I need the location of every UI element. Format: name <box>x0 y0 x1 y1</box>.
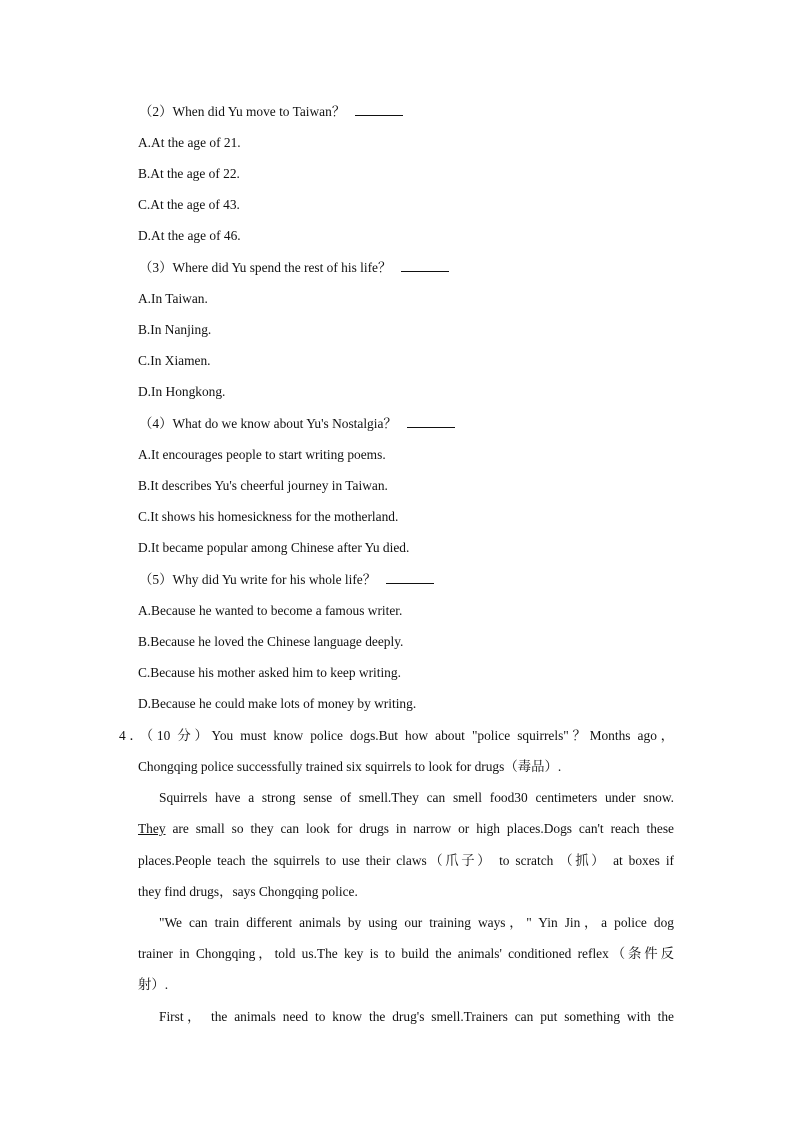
answer-blank <box>386 572 434 584</box>
answer-blank <box>355 104 403 116</box>
option-3a: A.In Taiwan. <box>138 291 208 306</box>
answer-blank <box>407 416 455 428</box>
passage-4-intro-line-2: Chongqing police successfully trained six squirrels to look for drugs（毒品）. <box>138 759 562 774</box>
option-4a: A.It encourages people to start writing poems. <box>138 447 386 462</box>
paragraph-2-line-2: trainer in Chongqing，told us.The key is to build the animals' conditioned reflex（条件反 <box>138 946 674 961</box>
option-5c: C.Because his mother asked him to keep writing. <box>138 665 401 680</box>
question-4 <box>139 416 455 432</box>
underlined-word: They <box>138 821 166 836</box>
paragraph-1-line-1: Squirrels have a strong sense of smell.They can smell food30 centimeters under snow. <box>159 790 674 805</box>
question-5-text: （5）Why did Yu write for his whole life？ <box>139 572 377 587</box>
option-2a: A.At the age of 21. <box>138 135 241 150</box>
question-5 <box>139 572 434 588</box>
option-3c: C.In Xiamen. <box>138 353 211 368</box>
option-3d: D.In Hongkong. <box>138 384 226 399</box>
option-4d: D.It became popular among Chinese after Yu died. <box>138 540 410 555</box>
question-3 <box>139 260 449 276</box>
option-4c: C.It shows his homesickness for the motherland. <box>138 509 399 524</box>
option-5a: A.Because he wanted to become a famous writer. <box>138 603 403 618</box>
option-2d: D.At the age of 46. <box>138 228 241 243</box>
paragraph-2-line-1: "We can train different animals by using our training ways，" Yin Jin，a police dog <box>159 915 674 930</box>
passage-4-intro-line-1: 4．（10 分）You must know police dogs.But how about "police squirrels"？Months ago， <box>119 728 674 743</box>
option-5b: B.Because he loved the Chinese language deeply. <box>138 634 404 649</box>
question-3-text: （3）Where did Yu spend the rest of his life？ <box>139 260 392 275</box>
question-4-text: （4）What do we know about Yu's Nostalgia？ <box>139 416 397 431</box>
paragraph-2-line-3: 射）. <box>138 977 169 992</box>
option-4b: B.It describes Yu's cheerful journey in Taiwan. <box>138 478 388 493</box>
option-3b: B.In Nanjing. <box>138 322 212 337</box>
question-2-text: （2）When did Yu move to Taiwan？ <box>139 104 346 119</box>
paragraph-1-line-3: places.People teach the squirrels to use their claws（爪子） to scratch （抓） at boxes if <box>138 853 674 868</box>
question-2 <box>139 104 403 120</box>
paragraph-1-line-2 <box>138 821 674 837</box>
answer-blank <box>401 260 449 272</box>
option-2b: B.At the age of 22. <box>138 166 240 181</box>
paragraph-1-line-2-rest: are small so they can look for drugs in narrow or high places.Dogs can't reach these <box>165 821 674 836</box>
paragraph-3-line-1: First， the animals need to know the drug's smell.Trainers can put something with the <box>159 1009 674 1024</box>
paragraph-1-line-4: they find drugs，says Chongqing police. <box>138 884 358 899</box>
option-2c: C.At the age of 43. <box>138 197 240 212</box>
option-5d: D.Because he could make lots of money by writing. <box>138 696 417 711</box>
